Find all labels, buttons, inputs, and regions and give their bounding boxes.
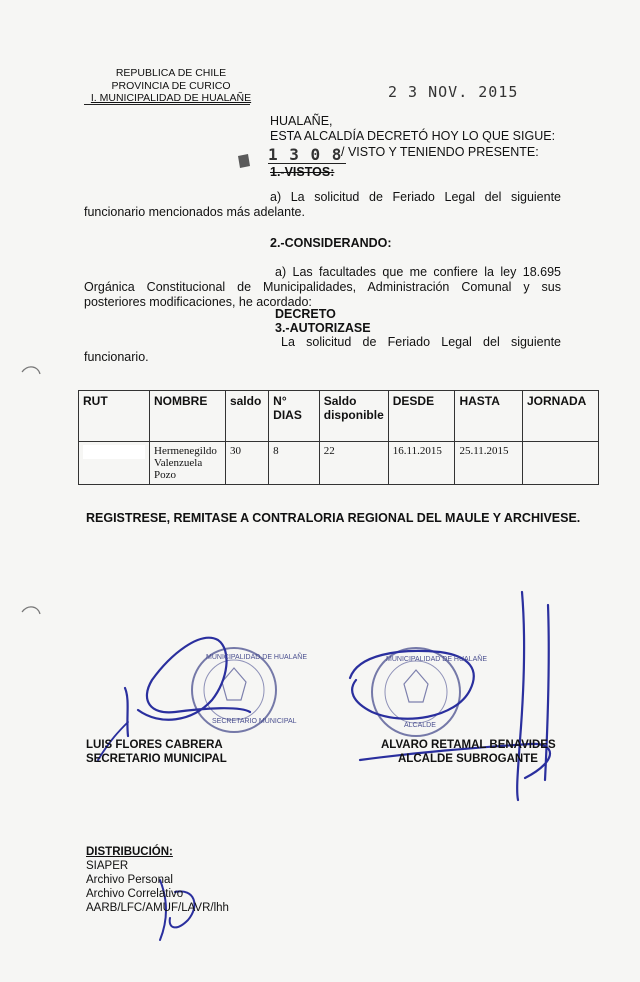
col-header-rut: RUT	[79, 391, 150, 442]
cell-disponible: 22	[319, 442, 388, 485]
letterhead-province: PROVINCIA DE CURICO	[111, 79, 231, 92]
right-seal-top-text: MUNICIPALIDAD DE HUALAÑE	[386, 656, 488, 663]
considerando-line3: posteriores modificaciones, he acordado:	[84, 295, 312, 309]
vistos-text-a: a) La solicitud de Feriado Legal del siguiente	[270, 190, 561, 204]
cell-dias: 8	[269, 442, 320, 485]
distribution-item: Archivo Personal	[86, 874, 173, 886]
decreto-line2: funcionario.	[84, 350, 149, 364]
decree-line: ESTA ALCALDÍA DECRETÓ HOY LO QUE SIGUE:	[270, 129, 556, 143]
decreto-heading: DECRETO	[275, 307, 336, 321]
cell-rut-redacted	[79, 442, 150, 485]
considerando-heading: 2.-CONSIDERANDO:	[270, 236, 392, 250]
cell-nombre: Hermenegildo Valenzuela Pozo	[150, 442, 226, 485]
cell-jornada	[522, 442, 598, 485]
considerando-line2: Orgánica Constitucional de Municipalidades, Administración Comunal y sus	[84, 280, 561, 294]
right-signature-icon	[350, 592, 550, 800]
letterhead-country: REPUBLICA DE CHILE	[115, 67, 227, 79]
distribution-item: AARB/LFC/AMUF/LAVR/lhh	[86, 902, 229, 914]
left-seal-top-text: MUNICIPALIDAD DE HUALAÑE	[206, 654, 308, 661]
letterhead-municipality: I. MUNICIPALIDAD DE HUALAÑE	[90, 92, 252, 104]
col-header-jornada: JORNADA	[522, 391, 598, 442]
left-seal-bottom-text: SECRETARIO MUNICIPAL	[212, 718, 297, 725]
table-row	[79, 442, 599, 485]
col-header-nombre: NOMBRE	[150, 391, 226, 442]
cell-hasta: 25.11.2015	[455, 442, 523, 485]
registrese-line: REGISTRESE, REMITASE A CONTRALORIA REGIONAL DEL MAULE Y ARCHIVESE.	[86, 511, 581, 525]
place-line: HUALAÑE,	[270, 114, 333, 128]
right-signer-title: ALCALDE SUBROGANTE	[398, 753, 538, 765]
left-signer-name: LUIS FLORES CABRERA	[86, 739, 223, 751]
leave-table	[78, 390, 599, 485]
punch-mark-icon	[235, 152, 253, 170]
col-header-disponible: Saldo disponible	[319, 391, 388, 442]
distribution-item: Archivo Correlativo	[86, 888, 184, 900]
vistos-text-b: funcionario mencionados más adelante.	[84, 205, 305, 219]
autorizase-heading: 3.-AUTORIZASE	[275, 321, 371, 335]
letterhead-rule	[84, 104, 250, 105]
left-signer-title: SECRETARIO MUNICIPAL	[86, 753, 227, 765]
visto-line: / VISTO Y TENIENDO PRESENTE:	[341, 145, 539, 159]
number-underline	[268, 163, 346, 164]
table-header-row	[79, 391, 599, 442]
decreto-line1: La solicitud de Feriado Legal del siguiente	[281, 335, 561, 349]
distribution-heading: DISTRIBUCIÓN:	[86, 846, 173, 858]
right-seal-bottom-text: ALCALDE	[404, 722, 436, 729]
redaction-box	[83, 445, 145, 459]
considerando-line1: a) Las facultades que me confiere la ley 18.695	[275, 265, 561, 279]
decree-number: 1 3 0 8	[268, 145, 343, 164]
letterhead	[84, 67, 258, 105]
col-header-hasta: HASTA	[455, 391, 523, 442]
col-header-desde: DESDE	[388, 391, 455, 442]
col-header-dias: N° DIAS	[269, 391, 320, 442]
cell-desde: 16.11.2015	[388, 442, 455, 485]
vistos-heading: 1.-VISTOS:	[270, 165, 335, 179]
right-signer-name: ALVARO RETAMAL BENAVIDES	[381, 739, 556, 751]
date-stamp: 2 3 NOV. 2015	[388, 83, 519, 101]
distribution-item: SIAPER	[86, 860, 129, 872]
col-header-saldo: saldo	[225, 391, 268, 442]
cell-saldo: 30	[225, 442, 268, 485]
